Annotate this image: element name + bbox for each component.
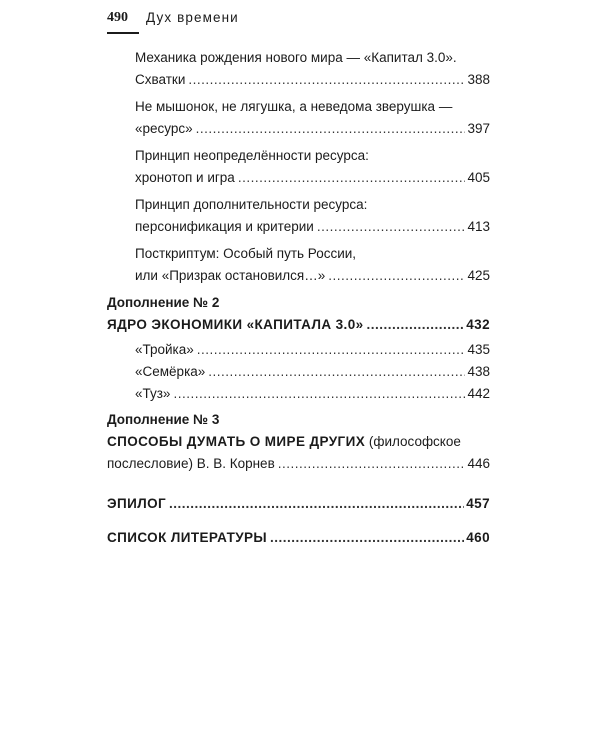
appendix-2-item (107, 339, 490, 361)
toc-entry-title: «Семёрка» (135, 364, 206, 379)
toc-entry (107, 96, 490, 140)
bibliography-title: СПИСОК ЛИТЕРАТУРЫ (107, 530, 268, 545)
page-number: 490 (107, 10, 128, 25)
appendix-2-item (107, 361, 490, 383)
toc-entry-title: Схватки (135, 72, 186, 87)
toc-entry (107, 145, 490, 189)
dot-leader (328, 265, 465, 287)
epilogue-title: ЭПИЛОГ (107, 496, 167, 511)
toc-entry-title: «Туз» (135, 386, 171, 401)
appendix-3-last-line (107, 453, 490, 475)
table-of-contents (107, 47, 490, 549)
dot-leader (173, 383, 465, 405)
toc-entry-title: «ресурс» (135, 121, 193, 136)
dot-leader (367, 314, 465, 336)
header-rule (107, 32, 139, 34)
toc-entry-line: Посткриптум: Особый путь России, (135, 246, 357, 261)
dot-leader (208, 361, 465, 383)
dot-leader (169, 493, 464, 515)
dot-leader (196, 118, 466, 140)
appendix-2-title-line (107, 314, 490, 336)
dot-leader (317, 216, 466, 238)
toc-entry-last-line (135, 167, 490, 189)
dot-leader (278, 453, 466, 475)
toc-entry-last-line (135, 216, 490, 238)
epilogue-entry (107, 493, 490, 515)
toc-entry-line: Механика рождения нового мира — «Капитал 3.0». (135, 50, 457, 65)
appendix-2-label: Дополнение № 2 (107, 295, 220, 310)
toc-entry-last-line (135, 118, 490, 140)
appendix-2-item (107, 383, 490, 405)
toc-page-number: 388 (467, 72, 490, 87)
toc-entry (107, 47, 490, 91)
bibliography-entry (107, 527, 490, 549)
toc-entry-line: Не мышонок, не лягушка, а неведома зверушка — (135, 99, 453, 114)
appendix-3-title: СПОСОБЫ ДУМАТЬ О МИРЕ ДРУГИХ (107, 434, 366, 449)
dot-leader (188, 69, 465, 91)
toc-page-number: 413 (467, 219, 490, 234)
appendix-3-subtitle: (философское (365, 434, 461, 449)
toc-entry-line: Принцип дополнительности ресурса: (135, 197, 368, 212)
appendix-2-title: ЯДРО ЭКОНОМИКИ «КАПИТАЛА 3.0» (107, 317, 364, 332)
toc-page-number: 435 (467, 342, 490, 357)
toc-entry-last-line (135, 69, 490, 91)
toc-entry-title: хронотоп и игра (135, 170, 235, 185)
toc-page-number: 460 (466, 530, 490, 545)
toc-page-number: 397 (467, 121, 490, 136)
toc-entry-title: «Тройка» (135, 342, 194, 357)
dot-leader (270, 527, 464, 549)
dot-leader (238, 167, 466, 189)
toc-entry-title: или «Призрак остановился…» (135, 268, 326, 283)
toc-entry-last-line (135, 265, 490, 287)
toc-page-number: 457 (466, 496, 490, 511)
toc-page-number: 405 (467, 170, 490, 185)
toc-page-number: 446 (467, 456, 490, 471)
toc-entry-title: персонификация и критерии (135, 219, 314, 234)
toc-entry (107, 243, 490, 287)
appendix-3-title-line (107, 431, 490, 453)
toc-page-number: 432 (466, 317, 490, 332)
running-title: Дух времени (146, 10, 239, 25)
appendix-3-label: Дополнение № 3 (107, 412, 220, 427)
toc-entry-title: послесловие) В. В. Корнев (107, 456, 275, 471)
dot-leader (197, 339, 466, 361)
toc-entry (107, 194, 490, 238)
toc-page-number: 425 (467, 268, 490, 283)
toc-page-number: 438 (467, 364, 490, 379)
toc-entry-line: Принцип неопределённости ресурса: (135, 148, 369, 163)
toc-page-number: 442 (467, 386, 490, 401)
